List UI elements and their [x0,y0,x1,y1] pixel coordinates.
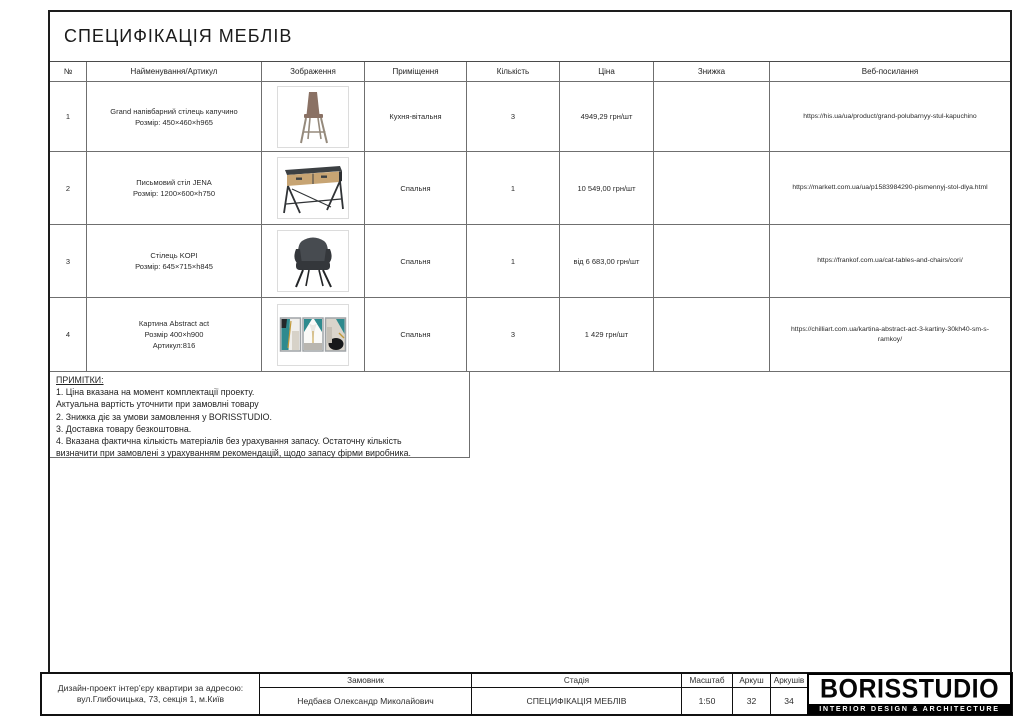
col-header-weblink: Веб-посилання [770,62,1010,82]
row-number: 3 [50,225,87,298]
item-price: 1 429 грн/шт [560,298,654,372]
item-room: Кухня-вітальня [365,82,467,152]
stage-cell [472,674,682,714]
item-discount [654,298,770,372]
item-quantity: 1 [467,152,560,225]
client-label: Замовник [260,674,471,688]
sheet-number-label: Аркуш [733,674,770,688]
note-line: визначити при замовлені з урахуванням рекомендацій, щодо запасу фірми виробника. [56,448,411,459]
armchair-drawing [283,233,343,289]
item-price: від 6 683,00 грн/шт [560,225,654,298]
item-room: Спальня [365,225,467,298]
item-weblink[interactable]: https://markett.com.ua/ua/p1583984290-pismennyj-stol-dlya.html [770,152,1010,225]
scale-label: Масштаб [682,674,732,688]
item-discount [654,152,770,225]
bar-stool-photo [277,86,349,148]
col-header-image: Зображення [262,62,365,82]
spec-table [50,62,1010,372]
item-image-cell [262,82,365,152]
item-discount [654,225,770,298]
desk-drawing [279,159,347,217]
item-image-cell [262,152,365,225]
note-line: 1. Ціна вказана на момент комплектації проекту. [56,387,255,398]
item-room: Спальня [365,298,467,372]
note-line: 2. Знижка діє за умови замовлення у BORISSTUDIO. [56,411,272,422]
notes-title: ПРИМІТКИ: [56,375,104,385]
project-address-line: вул.Глибочицька, 73, секція 1, м.Київ [76,694,225,704]
item-image-cell [262,298,365,372]
item-weblink[interactable]: https://his.ua/ua/product/grand-polubarnyy-stul-kapuchino [770,82,1010,152]
logo-wordmark: BORISSTUDIO [819,673,1000,705]
item-weblink[interactable]: https://chilliart.com.ua/kartina-abstract-act-3-kartiny-30kh40-sm-s-ramkoy/ [770,298,1010,372]
row-number: 1 [50,82,87,152]
abstract-painting-photo [277,304,349,366]
item-price: 4949,29 грн/шт [560,82,654,152]
logo-tagline: INTERIOR DESIGN & ARCHITECTURE [809,704,1010,713]
col-header-quantity: Кількість [467,62,560,82]
item-name: Grand напівбарний стілець капучино [110,106,238,116]
row-number: 2 [50,152,87,225]
note-line: 3. Доставка товару безкоштовна. [56,423,192,434]
item-name-cell [87,225,262,298]
notes-box [50,372,470,458]
item-article: Артикул:816 [152,341,196,350]
col-header-room: Приміщення [365,62,467,82]
item-size: Розмір: 645×715×h845 [135,262,213,271]
col-header-name: Найменування/Артикул [87,62,262,82]
project-address [42,674,260,714]
scale-cell [682,674,733,714]
item-size: Розмір: 450×460×h965 [135,117,213,127]
stage-label: Стадія [472,674,681,688]
item-name: Картина Abstract act [138,319,210,328]
title-block [50,12,1010,62]
item-name: Письмовий стіл JENA [136,178,212,187]
sheet-number-cell [733,674,771,714]
sheets-total-label: Аркушів [771,674,807,688]
stage-value: СПЕЦИФІКАЦІЯ МЕБЛІВ [526,696,627,706]
item-size: Розмір: 1200×600×h750 [132,189,215,198]
borisstudio-logo [807,673,1012,715]
col-header-price: Ціна [560,62,654,82]
triptych-drawing [279,307,347,363]
item-size: Розмір 400×h900 [144,330,204,339]
note-line: Актуальна вартість уточнити при замовлні товару [56,399,259,410]
item-weblink[interactable]: https://frankof.com.ua/cat-tables-and-chairs/cori/ [770,225,1010,298]
project-address-line: Дизайн-проект інтер’єру квартири за адресою: [57,682,244,693]
sheets-total-value: 34 [784,696,794,706]
scale-value: 1:50 [698,696,716,706]
item-price: 10 549,00 грн/шт [560,152,654,225]
note-line: 4. Вказана фактична кількість матеріалів без урахування запасу. Остаточну кількість [56,436,402,447]
sheet-border [48,10,1012,716]
item-image-cell [262,225,365,298]
item-name-cell [87,152,262,225]
item-discount [654,82,770,152]
item-quantity: 3 [467,298,560,372]
item-quantity: 1 [467,225,560,298]
sheet-number-value: 32 [746,696,757,706]
col-header-discount: Знижка [654,62,770,82]
desk-photo [277,157,349,219]
item-quantity: 3 [467,82,560,152]
item-name-cell [87,298,262,372]
page-title: СПЕЦИФІКАЦІЯ МЕБЛІВ [64,26,293,46]
title-block-footer [40,672,1013,716]
item-name-cell [87,82,262,152]
sheets-total-cell [771,674,808,714]
row-number: 4 [50,298,87,372]
client-value: Недбаєв Олександр Миколайович [297,696,434,706]
item-room: Спальня [365,152,467,225]
client-cell [260,674,472,714]
bar-stool-drawing [283,89,343,145]
col-header-number: № [50,62,87,82]
armchair-photo [277,230,349,292]
item-name: Стілець KOPI [150,251,198,260]
